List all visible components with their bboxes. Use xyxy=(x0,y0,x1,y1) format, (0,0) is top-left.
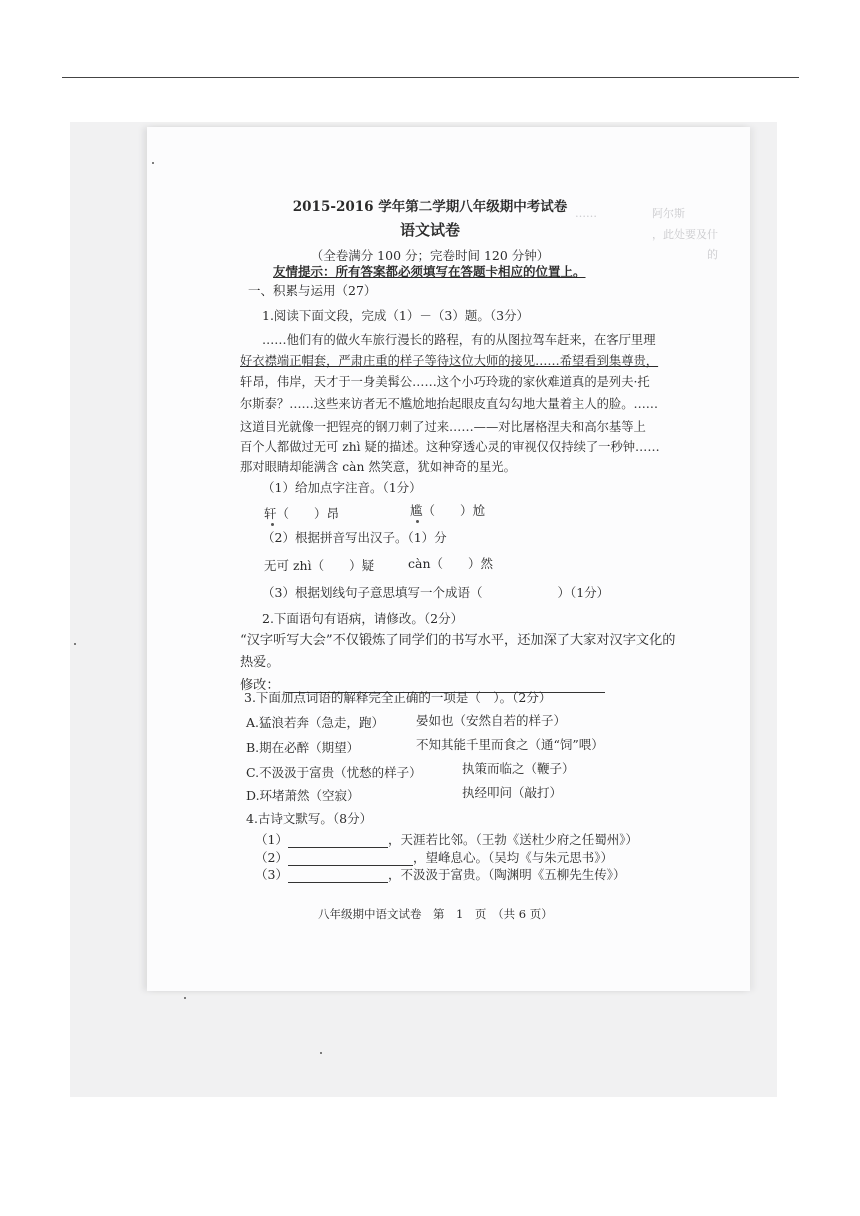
page-footer: 八年级期中语文试卷 第 1 页 （共 6 页） xyxy=(318,907,553,921)
q2-sentence: 热爱。 xyxy=(240,655,280,670)
line-text: ，不汲汲于富贵。（陶渊明《五柳先生传》） xyxy=(387,867,626,882)
line-text: ，望峰息心。（吴均《与朱元思书》） xyxy=(412,850,613,865)
line-number: （2） xyxy=(255,850,288,865)
q2-stem: 2.下面语句有语病，请修改。（2分） xyxy=(262,611,464,626)
q3-option-b-right: 不知其能千里而食之（通“饲”喂） xyxy=(416,737,604,752)
passage-line xyxy=(240,353,658,369)
bleed-through-mark xyxy=(690,690,712,706)
bleed-through-mark: …… 阿尔斯 xyxy=(575,207,685,220)
q1-part2-b: càn（ ）然 xyxy=(408,556,494,571)
exam-info: （全卷满分 100 分；完卷时间 120 分钟） xyxy=(310,248,550,263)
line-text: ，天涯若比邻。（王勃《送杜少府之任蜀州》） xyxy=(387,832,638,847)
q3-stem: 3.下面加点词语的解释完全正确的一项是（ ）。（2分） xyxy=(244,690,552,705)
q3-option-d-right: 执经叩问（敲打） xyxy=(462,785,563,800)
bleed-through-mark: ，此处要及什 xyxy=(575,228,718,241)
q1-stem: 1.阅读下面文段，完成（1）－（3）题。（3分） xyxy=(262,308,530,323)
underlined-sentence: 好衣襟端正帽套，严肃庄重的样子等待这位大师的接见……希望看到集尊贵， xyxy=(240,354,659,368)
recitation-blank[interactable] xyxy=(288,834,388,848)
q1-part2-a: 无可 zhì（ ）疑 xyxy=(264,558,375,573)
scan-speck xyxy=(74,643,76,645)
passage-line: ……他们有的做火车旅行漫长的路程，有的从图拉驾车赶来，在客厅里理 xyxy=(262,333,656,347)
emphasis-dot xyxy=(416,520,419,523)
passage-line: 那对眼睛却能满含 càn 然笑意，犹如神奇的星光。 xyxy=(240,460,516,474)
q2-sentence: “汉字听写大会”不仅锻炼了同学们的书写水平，还加深了大家对汉字文化的 xyxy=(240,633,676,648)
passage-line: 百个人都做过无可 zhì 疑的描述。这种穿透心灵的审视仅仅持续了一秒钟…… xyxy=(240,440,660,454)
scan-speck xyxy=(184,997,186,999)
scan-speck xyxy=(320,1052,322,1054)
q3-option-a-right: 晏如也（安然自若的样子） xyxy=(416,713,567,728)
q3-option-a-left: A.猛浪若奔（急走，跑） xyxy=(246,715,385,730)
q4-line xyxy=(255,832,638,848)
q4-stem: 4.古诗文默写。（8分） xyxy=(246,811,373,826)
line-number: （3） xyxy=(255,867,288,882)
q2-fix-label: 修改： xyxy=(240,678,280,693)
q3-option-c-left: C.不汲汲于富贵（忧愁的样子） xyxy=(246,765,422,780)
recitation-blank[interactable] xyxy=(288,852,413,866)
q4-line xyxy=(255,850,613,866)
q1-part1-b: 尴（ ）尬 xyxy=(410,503,486,518)
emphasis-dot xyxy=(271,523,274,526)
exam-title: 2015-2016 学年第二学期八年级期中考试卷 xyxy=(292,199,568,215)
bleed-through-mark: 的 xyxy=(575,248,718,261)
q1-part1-a: 轩（ ）昂 xyxy=(264,506,340,521)
scan-speck xyxy=(152,162,154,164)
q3-option-c-right: 执策而临之（鞭子） xyxy=(462,761,575,776)
notice: 友情提示：所有答案都必须填写在答题卡相应的位置上。 xyxy=(273,264,586,279)
q4-line xyxy=(255,867,625,883)
recitation-blank[interactable] xyxy=(288,869,388,883)
q3-option-d-left: D.环堵萧然（空寂） xyxy=(246,788,360,803)
q1-part2: （2）根据拼音写出汉子。（1）分 xyxy=(262,530,447,545)
passage-line: 轩昂，伟岸，天才于一身美髯公……这个小巧玲珑的家伙难道真的是列夫·托 xyxy=(240,375,650,389)
passage-line: 这道目光就像一把锃亮的钢刀刺了过来……——对比屠格涅夫和高尔基等上 xyxy=(240,420,646,434)
q1-part1: （1）给加点字注音。（1分） xyxy=(262,480,422,495)
line-number: （1） xyxy=(255,832,288,847)
header-rule xyxy=(62,77,799,78)
exam-subtitle: 语文试卷 xyxy=(399,221,460,239)
section-heading: 一、积累与运用（27） xyxy=(248,283,377,298)
q3-option-b-left: B.期在必醉（期望） xyxy=(246,740,360,755)
q1-part3: （3）根据划线句子意思填写一个成语（ ）（1分） xyxy=(262,585,610,600)
passage-line: 尔斯泰？……这些来访者无不尴尬地抬起眼皮直勾勾地大量着主人的脸。…… xyxy=(240,397,659,411)
